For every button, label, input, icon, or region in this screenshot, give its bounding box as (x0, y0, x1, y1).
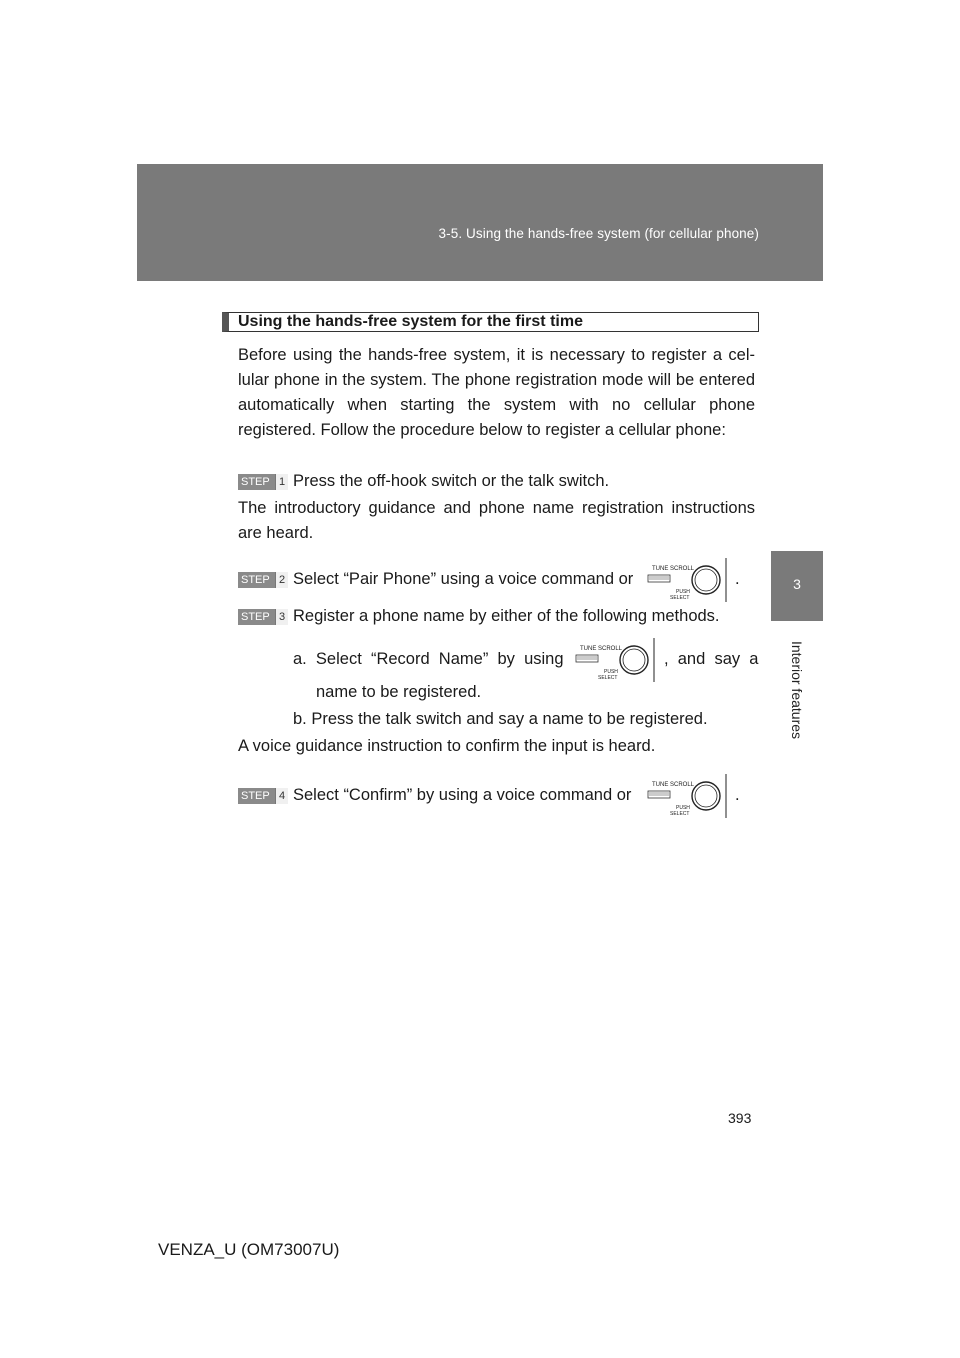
step-1-text: Press the off-hook switch or the talk switch. (293, 472, 610, 490)
svg-text:TUNE SCROLL: TUNE SCROLL (580, 646, 623, 652)
step-badge-number: 4 (275, 788, 288, 804)
step-badge-word: STEP (241, 574, 270, 586)
step-badge-1 (238, 474, 288, 490)
section-title: 3-5. Using the hands-free system (for cellular phone) (438, 226, 759, 241)
step-badge-3 (238, 609, 288, 625)
step-3-text: Register a phone name by either of the following methods. (293, 607, 720, 625)
tune-select-knob-icon (646, 558, 728, 602)
section-heading: Using the hands-free system for the first time (222, 312, 759, 332)
step-badge-word: STEP (241, 476, 270, 488)
svg-text:TUNE SCROLL: TUNE SCROLL (652, 566, 695, 572)
svg-text:PUSH: PUSH (676, 805, 690, 811)
intro-paragraph: Before using the hands-free system, it is necessary to register a cel-lular phone in the system. The phone registration mode will be entered automatically when starting the system with no cellular phone registered. Follow the procedure below to register a cellular phone: (238, 346, 755, 439)
tune-select-knob-icon (574, 638, 656, 682)
svg-text:PUSH: PUSH (676, 589, 690, 595)
step-badge-number: 3 (275, 609, 288, 625)
step-3-option-b: b. Press the talk switch and say a name to be registered. (293, 710, 708, 728)
step-2-text: Select “Pair Phone” using a voice command or (293, 570, 634, 588)
step-3-option-a-suffix: , and say a (664, 650, 759, 668)
chapter-number: 3 (793, 576, 801, 592)
step-badge-word: STEP (241, 790, 270, 802)
document-code: VENZA_U (OM73007U) (158, 1240, 340, 1259)
header-band (137, 164, 823, 281)
step-badge-2 (238, 572, 288, 588)
svg-text:SELECT: SELECT (670, 595, 690, 601)
step-badge-number: 2 (275, 572, 288, 588)
step-badge-4 (238, 788, 288, 804)
step-badge-number: 1 (275, 474, 288, 490)
svg-text:PUSH: PUSH (604, 669, 618, 675)
step-4-text: Select “Confirm” by using a voice command or (293, 786, 632, 804)
step-3-option-a: a. Select “Record Name” by using (293, 650, 564, 668)
svg-text:SELECT: SELECT (670, 811, 690, 817)
step-badge-word: STEP (241, 611, 270, 623)
step-1-note: The introductory guidance and phone name registration instructions are heard. (238, 499, 755, 542)
step-4-period: . (735, 786, 740, 804)
chapter-label-text: Interior features (789, 640, 805, 740)
step-3-option-a-continued: name to be registered. (316, 683, 482, 701)
svg-text:TUNE SCROLL: TUNE SCROLL (652, 782, 695, 788)
svg-text:SELECT: SELECT (598, 675, 618, 681)
step-2-period: . (735, 570, 740, 588)
chapter-label (762, 600, 832, 780)
tune-select-knob-icon (646, 774, 728, 818)
page-number: 393 (728, 1110, 752, 1126)
step-3-note: A voice guidance instruction to confirm the input is heard. (238, 737, 656, 755)
